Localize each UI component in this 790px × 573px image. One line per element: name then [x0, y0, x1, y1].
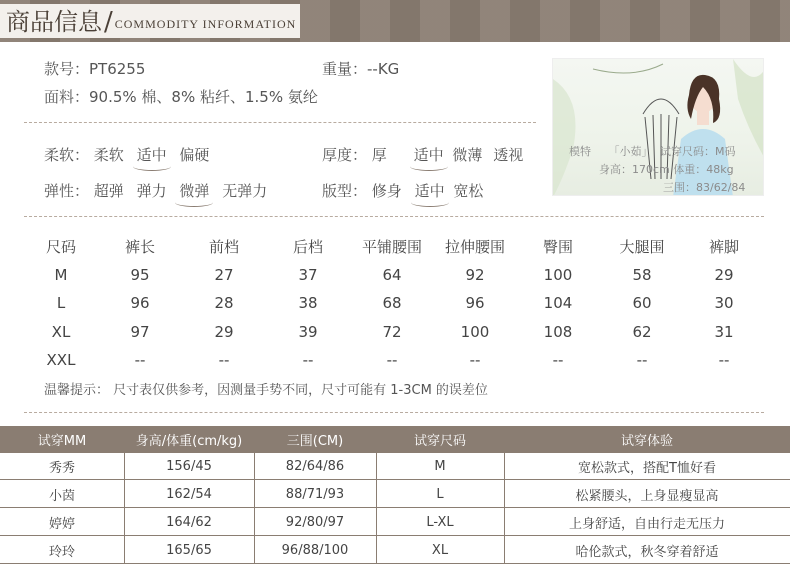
size-cell: -- [218, 351, 230, 370]
fit-option: 宽松 [453, 182, 484, 200]
size-cell: -- [302, 351, 314, 370]
size-header-cell: 前档 [208, 237, 239, 256]
size-cell: -- [134, 351, 146, 370]
try-cell: 96/88/100 [281, 542, 349, 558]
table-row [0, 481, 790, 508]
size-cell: 28 [214, 294, 234, 313]
fit-option-selected: 适中 [414, 182, 445, 200]
size-header-cell: 平铺腰围 [361, 237, 422, 256]
size-cell: 96 [130, 294, 150, 313]
size-cell: 39 [298, 322, 318, 341]
elasticity-option: 弹力 [136, 182, 167, 200]
size-cell: 27 [214, 265, 234, 284]
model-name: 「小茹」 [608, 145, 653, 158]
size-cell: 29 [714, 265, 734, 284]
try-cell: L-XL [426, 514, 454, 530]
try-header-cell: 身高/体重(cm/kg) [135, 434, 243, 449]
model-height-weight: 身高：170cm 体重：48kg [599, 163, 734, 176]
try-cell: 88/71/93 [285, 486, 345, 502]
size-header-cell: 裤长 [124, 237, 155, 256]
table-row [24, 289, 764, 318]
size-cell: -- [718, 351, 730, 370]
size-cell: -- [552, 351, 564, 370]
try-cell: 162/54 [166, 486, 212, 502]
table-row [24, 261, 764, 290]
divider [24, 122, 536, 123]
size-cell: 60 [632, 294, 652, 313]
table-row [0, 453, 790, 480]
size-cell: XL [51, 322, 71, 341]
try-cell: 165/65 [166, 542, 212, 558]
try-cell: 松紧腰头，上身显瘦显高 [575, 488, 719, 504]
model-size: 试穿尺码：M码 [660, 145, 736, 158]
size-cell: 64 [382, 265, 402, 284]
try-cell: 玲玲 [48, 544, 75, 560]
size-cell: 100 [460, 322, 490, 341]
size-table [24, 232, 764, 375]
elasticity-option: 无弹力 [222, 182, 268, 200]
column-divider [124, 453, 125, 563]
table-row [0, 537, 790, 564]
size-cell: 68 [382, 294, 402, 313]
softness-option: 偏硬 [179, 146, 210, 164]
try-cell: 92/80/97 [285, 514, 345, 530]
try-table-header [0, 426, 790, 453]
model-measurements: 三围：83/62/84 [663, 181, 746, 194]
size-cell: 95 [130, 265, 150, 284]
size-cell: 97 [130, 322, 150, 341]
size-table-header [24, 232, 764, 261]
size-cell: 104 [543, 294, 573, 313]
size-cell: 108 [543, 322, 573, 341]
try-cell: XL [431, 542, 449, 558]
try-cell: 156/45 [166, 458, 212, 474]
size-header-cell: 臀围 [542, 237, 573, 256]
size-header-cell: 大腿围 [619, 237, 665, 256]
try-cell: L [436, 486, 444, 502]
size-header-cell: 后档 [292, 237, 323, 256]
fit-row [322, 180, 483, 201]
try-cell: 上身舒适，自由行走无压力 [568, 516, 725, 532]
model-label: 模特 [569, 145, 591, 158]
try-cell: 婷婷 [48, 516, 75, 532]
elasticity-option: 超弹 [93, 182, 124, 200]
size-cell: L [56, 294, 66, 313]
size-cell: 30 [714, 294, 734, 313]
try-cell: 宽松款式，搭配T恤好看 [578, 460, 716, 476]
title-divider: / [104, 7, 113, 37]
weight: 重量：--KG [322, 60, 400, 78]
try-cell: 164/62 [166, 514, 212, 530]
divider [24, 412, 764, 413]
try-header-cell: 试穿体验 [620, 434, 673, 449]
elasticity-option-selected: 微弹 [179, 182, 210, 200]
thickness-option-selected: 适中 [413, 146, 444, 164]
size-cell: -- [386, 351, 398, 370]
table-row [0, 509, 790, 536]
column-divider [504, 453, 505, 563]
try-cell: 哈伦款式，秋冬穿着舒适 [575, 544, 719, 560]
size-cell: 31 [714, 322, 734, 341]
elasticity-label: 弹性： [44, 182, 90, 200]
fit-option: 修身 [371, 182, 402, 200]
try-cell: 秀秀 [48, 460, 75, 476]
size-cell: -- [469, 351, 481, 370]
thickness-option: 透视 [493, 146, 524, 164]
try-header-cell: 试穿MM [37, 434, 87, 449]
try-cell: 82/64/86 [285, 458, 345, 474]
thickness-row [322, 144, 523, 165]
title-cn: 商品信息 [6, 8, 102, 36]
softness-row [44, 144, 209, 165]
style-number: 款号：PT6255 [44, 60, 146, 78]
try-cell: 小茵 [48, 488, 75, 504]
size-cell: 37 [298, 265, 318, 284]
size-cell: 72 [382, 322, 402, 341]
model-photo [552, 58, 764, 196]
column-divider [376, 453, 377, 563]
size-cell: 100 [543, 265, 573, 284]
thickness-option: 微薄 [452, 146, 483, 164]
try-header-cell: 三围(CM) [286, 434, 344, 449]
try-cell: M [434, 458, 446, 474]
size-cell: M [54, 265, 68, 284]
thickness-option: 厚 [371, 146, 387, 164]
divider [24, 216, 764, 217]
size-cell: -- [636, 351, 648, 370]
size-cell: 29 [214, 322, 234, 341]
column-divider [254, 453, 255, 563]
elasticity-row [44, 180, 267, 201]
page-title [0, 4, 300, 38]
size-header-cell: 裤脚 [708, 237, 739, 256]
softness-option-selected: 适中 [136, 146, 167, 164]
thickness-label: 厚度： [322, 146, 368, 164]
size-cell: XXL [46, 351, 76, 370]
softness-option: 柔软 [93, 146, 124, 164]
fit-label: 版型： [322, 182, 368, 200]
try-header-cell: 试穿尺码 [413, 434, 466, 449]
table-row [24, 346, 764, 375]
size-header-cell: 尺码 [45, 237, 76, 256]
table-row [24, 318, 764, 347]
size-cell: 96 [465, 294, 485, 313]
fabric: 面料：90.5% 棉、8% 粘纤、1.5% 氨纶 [44, 88, 318, 106]
size-cell: 38 [298, 294, 318, 313]
size-cell: 62 [632, 322, 652, 341]
size-cell: 92 [465, 265, 485, 284]
size-tip: 温馨提示： 尺寸表仅供参考，因测量手势不同，尺寸可能有 1-3CM 的误差位 [44, 383, 488, 398]
softness-label: 柔软： [44, 146, 90, 164]
size-cell: 58 [632, 265, 652, 284]
title-en: COMMODITY INFORMATION [114, 17, 297, 31]
size-header-cell: 拉伸腰围 [444, 237, 505, 256]
